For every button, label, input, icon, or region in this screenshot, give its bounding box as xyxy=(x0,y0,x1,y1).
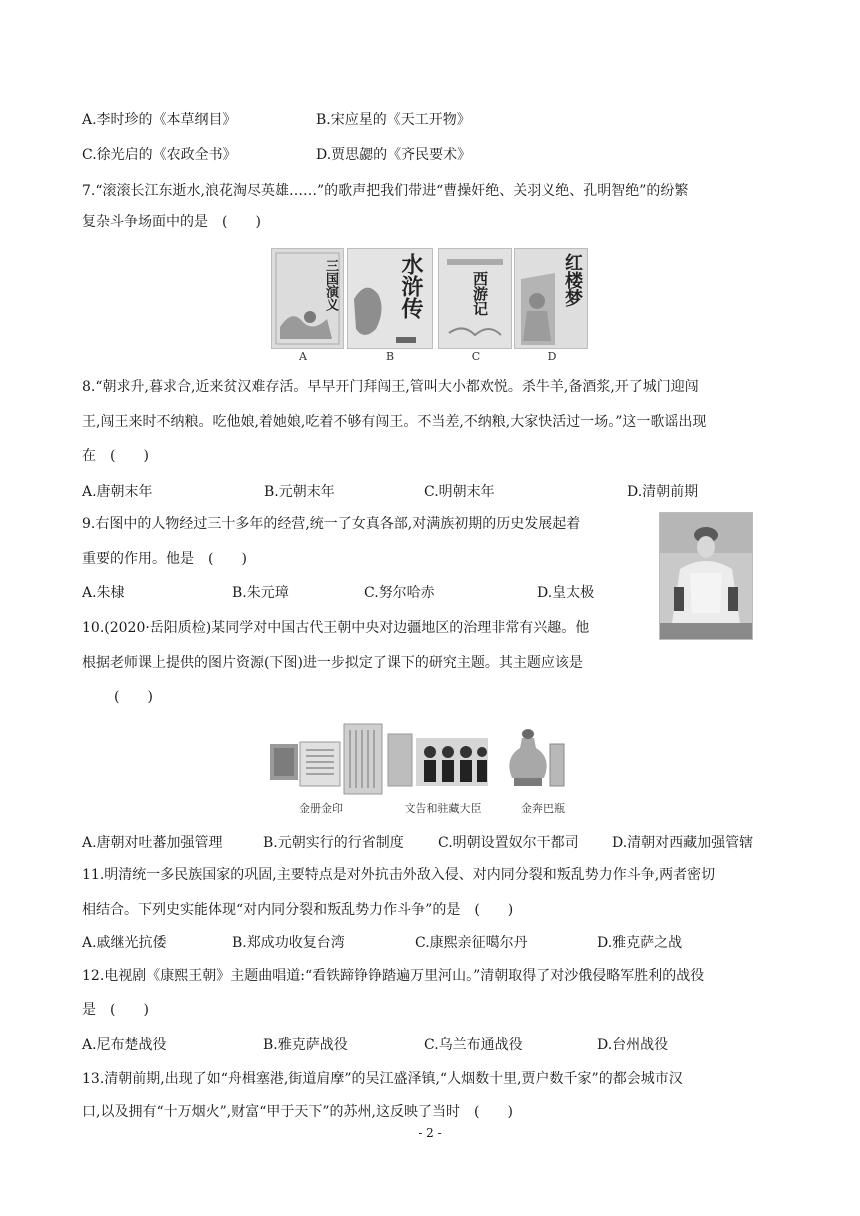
q10-option-c: C.明朝设置奴尔干都司 xyxy=(438,835,579,851)
q12-option-a: A.尼布楚战役 xyxy=(82,1037,167,1053)
q8-stem-line1: 8.“朝求升,暮求合,近来贫汉难存活。早早开门拜闯王,管叫大小都欢悦。杀牛羊,备酒浆,开了城门迎闯 xyxy=(82,379,699,395)
book-title-d: 红楼梦 xyxy=(562,253,583,307)
q10-artifact-images xyxy=(268,722,578,802)
caption-golden-book-seal: 金册金印 xyxy=(299,802,343,815)
book-label-d: D xyxy=(547,350,557,363)
q9-option-b: B.朱元璋 xyxy=(232,585,289,601)
q12-option-d: D.台州战役 xyxy=(597,1037,669,1053)
q9-stem-line1: 9.右图中的人物经过三十多年的经营,统一了女真各部,对满族初期的历史发展起着 xyxy=(82,516,581,532)
q9-option-d: D.皇太极 xyxy=(537,585,595,601)
q8-option-b: B.元朝末年 xyxy=(264,484,335,500)
q8-option-d: D.清朝前期 xyxy=(627,484,699,500)
q8-stem-line3: 在 ( ) xyxy=(82,448,149,464)
q10-option-b: B.元朝实行的行省制度 xyxy=(263,835,404,851)
q9-option-a: A.朱棣 xyxy=(82,585,125,601)
book-cover-c xyxy=(438,248,512,349)
q11-option-b: B.郑成功收复台湾 xyxy=(232,935,345,951)
q12-stem-line2: 是 ( ) xyxy=(82,1002,149,1018)
q11-stem-line2: 相结合。下列史实能体现“对内同分裂和叛乱势力作斗争”的是 ( ) xyxy=(82,902,514,918)
book-title-b: 水浒传 xyxy=(398,253,424,319)
q7-stem-line2: 复杂斗争场面中的是 ( ) xyxy=(82,214,261,230)
caption-edict-ministers: 文告和驻藏大臣 xyxy=(404,802,482,815)
book-cover-b xyxy=(347,248,433,349)
q11-stem-line1: 11.明清统一多民族国家的巩固,主要特点是对外抗击外敌入侵、对内同分裂和叛乱势力作斗争,两者密切 xyxy=(82,867,716,883)
q11-option-a: A.戚继光抗倭 xyxy=(82,935,167,951)
book-label-a: A xyxy=(299,350,307,363)
book-cover-d xyxy=(514,248,588,349)
q6-option-d: D.贾思勰的《齐民要术》 xyxy=(316,147,472,163)
q12-stem-line1: 12.电视剧《康熙王朝》主题曲唱道:“看铁蹄铮铮踏遍万里河山。”清朝取得了对沙俄侵略军胜利的战役 xyxy=(82,968,705,984)
caption-golden-urn: 金奔巴瓶 xyxy=(521,802,565,815)
q10-option-a: A.唐朝对吐蕃加强管理 xyxy=(82,835,223,851)
book-label-c: C xyxy=(471,350,481,363)
q7-stem-line1: 7.“滚滚长江东逝水,浪花淘尽英雄……”的歌声把我们带进“曹操奸绝、关羽义绝、孔明智绝”的纷繁 xyxy=(82,183,689,199)
q8-option-a: A.唐朝末年 xyxy=(82,484,153,500)
book-label-b: B xyxy=(385,350,395,363)
q13-stem-line1: 13.清朝前期,出现了如“舟楫塞港,街道肩摩”的吴江盛泽镇,“人烟数十里,贾户数千家”的都会城市汉 xyxy=(82,1071,683,1087)
nurhaci-portrait-art xyxy=(660,513,752,639)
q10-stem-line2: 根据老师课上提供的图片资源(下图)进一步拟定了课下的研究主题。其主题应该是 xyxy=(82,655,583,671)
q10-stem-line3: ( ) xyxy=(114,689,153,705)
q6-option-b: B.宋应星的《天工开物》 xyxy=(316,112,471,128)
q6-option-c: C.徐光启的《农政全书》 xyxy=(82,147,237,163)
q6-option-a: A.李时珍的《本草纲目》 xyxy=(82,112,237,128)
q8-option-c: C.明朝末年 xyxy=(424,484,495,500)
q12-option-c: C.乌兰布通战役 xyxy=(424,1037,523,1053)
q12-option-b: B.雅克萨战役 xyxy=(263,1037,348,1053)
book-title-a: 三国演义 xyxy=(323,259,338,311)
q10-option-d: D.清朝对西藏加强管辖 xyxy=(612,835,754,851)
q10-stem-line1: 10.(2020·岳阳质检)某同学对中国古代王朝中央对边疆地区的治理非常有兴趣。他 xyxy=(82,620,590,636)
q9-option-c: C.努尔哈赤 xyxy=(364,585,435,601)
q11-option-d: D.雅克萨之战 xyxy=(597,935,683,951)
q9-stem-line2: 重要的作用。他是 ( ) xyxy=(82,551,247,567)
book-title-c: 西游记 xyxy=(471,271,489,316)
nurhaci-portrait xyxy=(659,512,753,640)
book-cover-a xyxy=(271,248,344,349)
q11-option-c: C.康熙亲征噶尔丹 xyxy=(415,935,528,951)
page-number: - 2 - xyxy=(418,1126,442,1140)
q8-stem-line2: 王,闯王来时不纳粮。吃他娘,着她娘,吃着不够有闯王。不当差,不纳粮,大家快活过一场。”这一歌谣出现 xyxy=(82,414,707,430)
q13-stem-line2: 口,以及拥有“十万烟火”,财富“甲于天下”的苏州,这反映了当时 ( ) xyxy=(82,1104,513,1120)
